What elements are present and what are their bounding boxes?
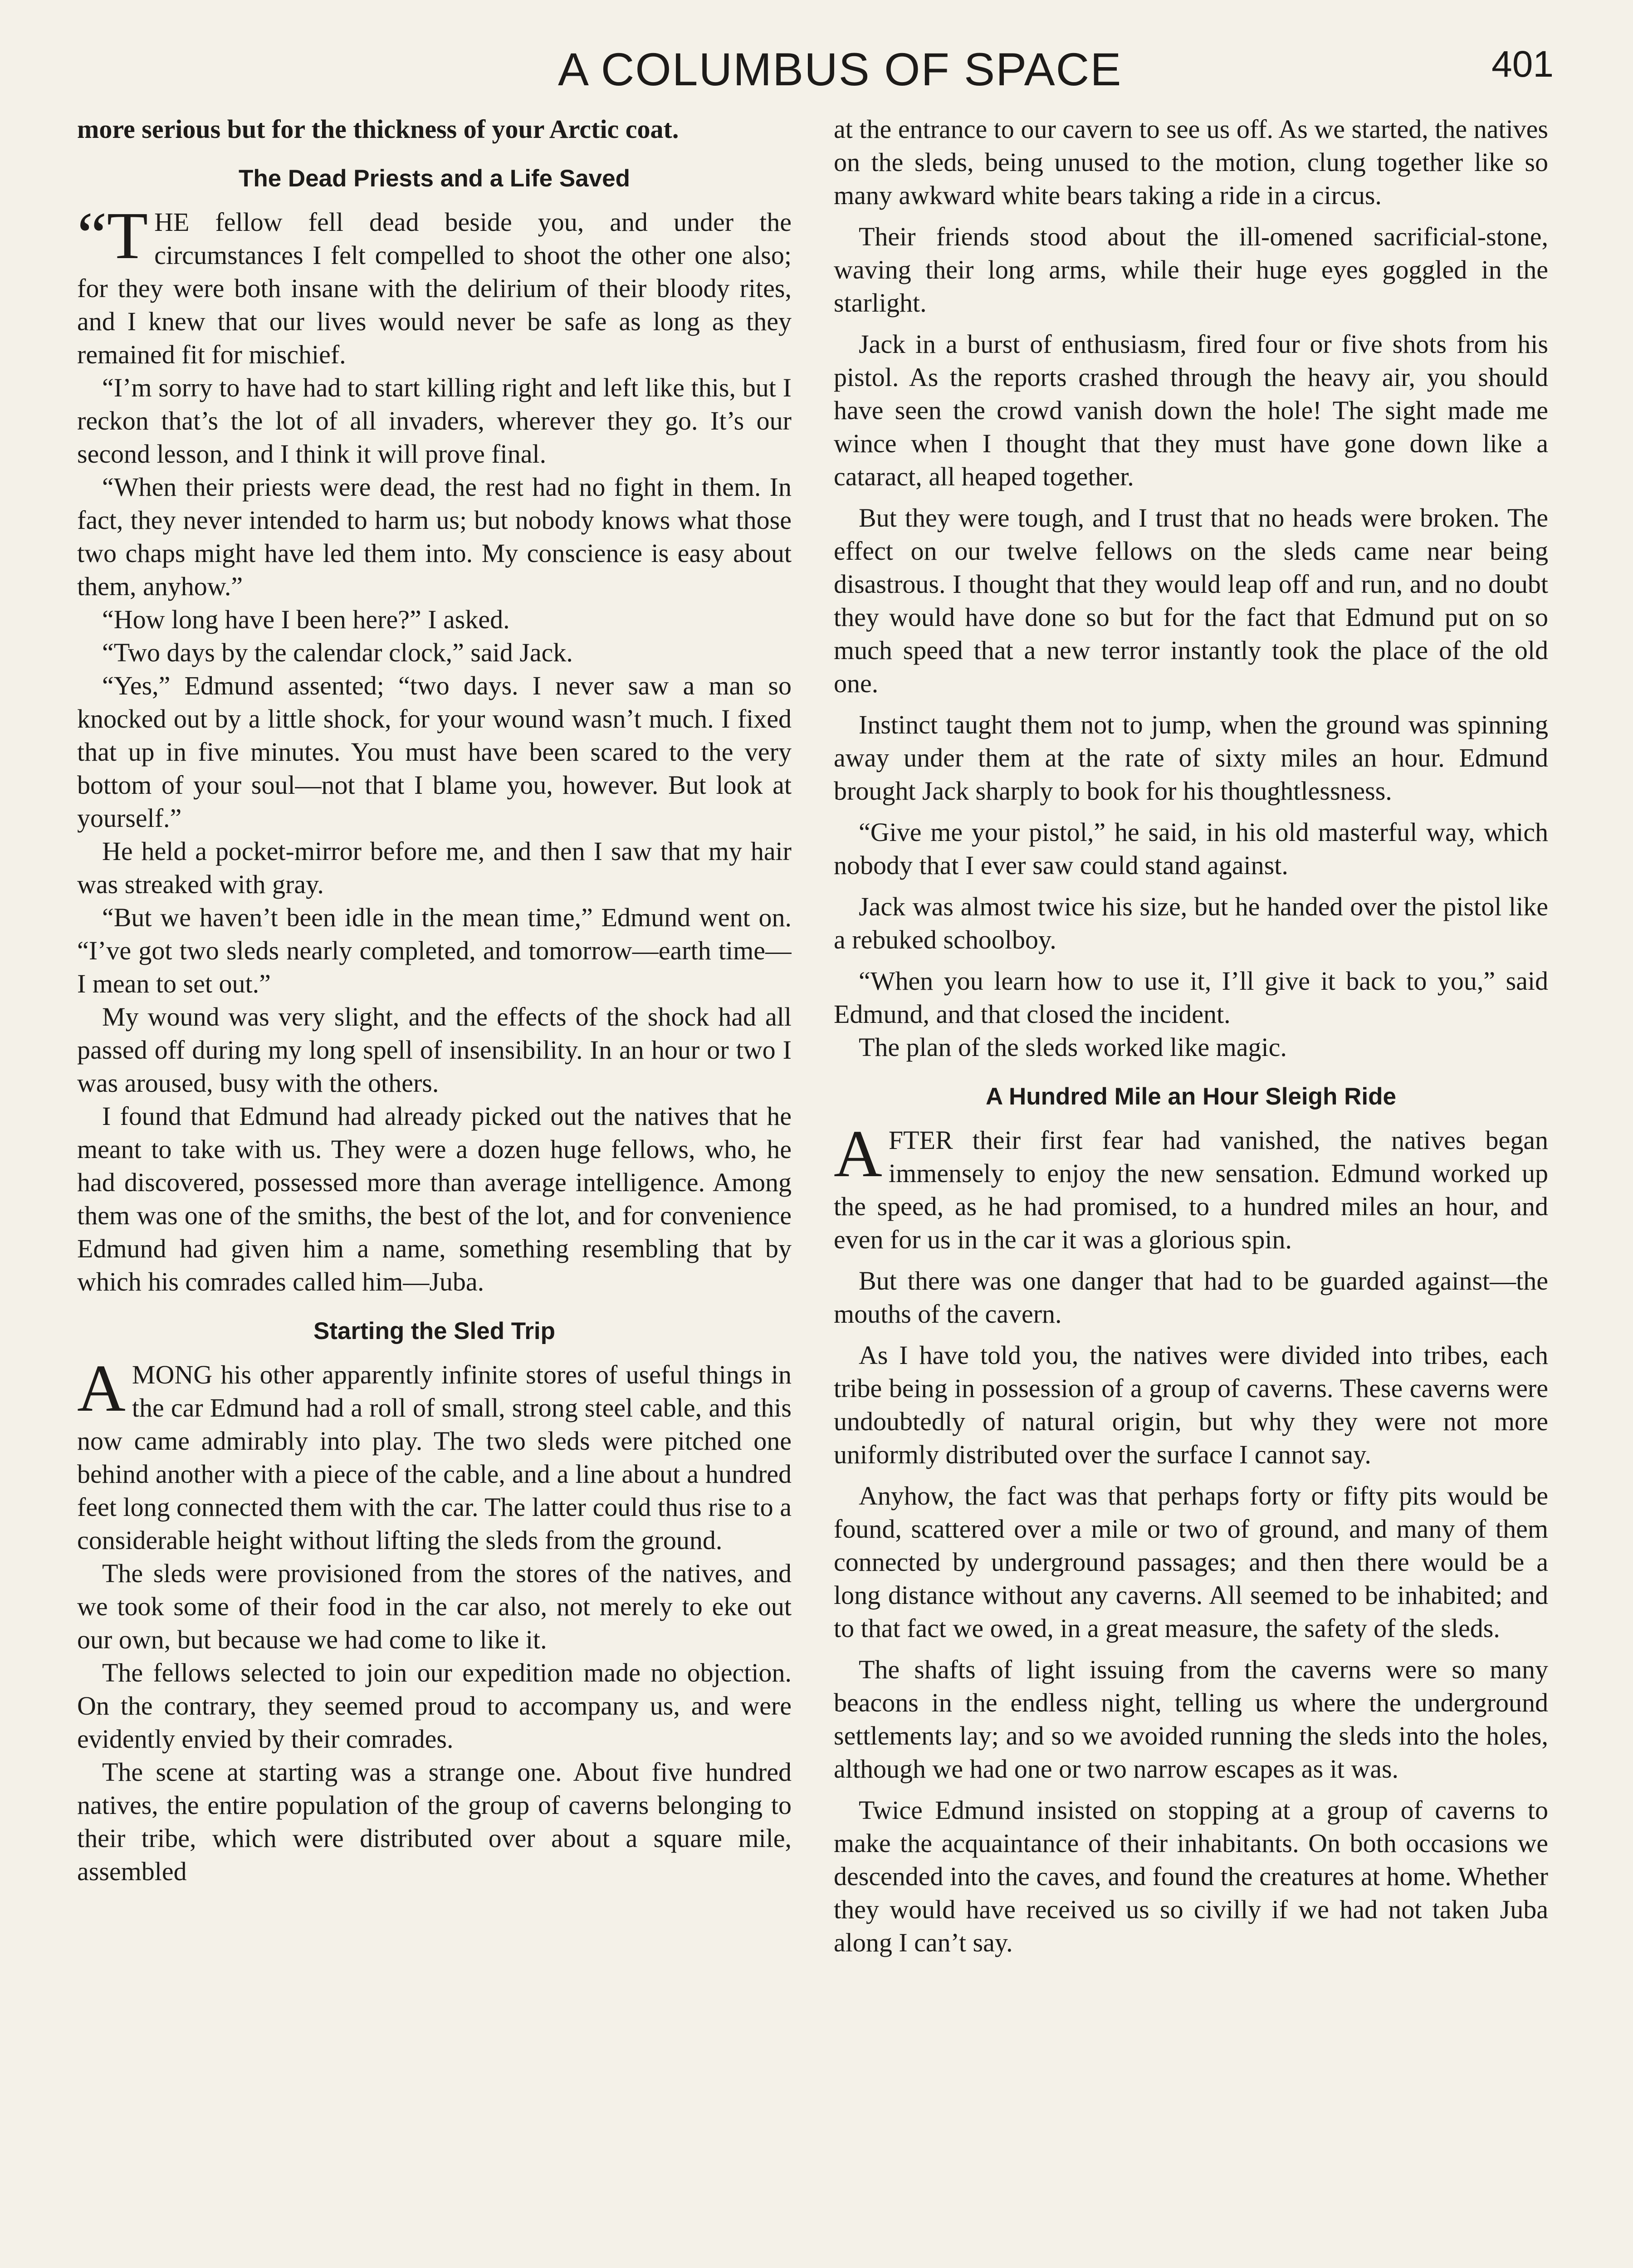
paragraph: The plan of the sleds worked like magic. (859, 1032, 1287, 1062)
right-column (834, 112, 1548, 2268)
paragraph: Twice Edmund insisted on stopping at a group of caverns to make the acquaintance of their inhabitants. On both occasions we descended into the caves, and found the creatures at home. Whether they would have received us so civilly if we had not taken Juba along I can’t say. (834, 1795, 1548, 1957)
section-heading: A Hundred Mile an Hour Sleigh Ride (986, 1083, 1396, 1110)
paragraph: “Yes,” Edmund assented; “two days. I never saw a man so knocked out by a little shock, for your wound wasn’t much. I fixed that up in five minutes. You must have been scared to the very bottom of your soul—not that I blame you, however. But look at yourself.” (77, 671, 792, 833)
drop-cap: “T (77, 199, 148, 273)
paragraph: “Give me your pistol,” he said, in his old masterful way, which nobody that I ever saw could stand against. (834, 817, 1548, 880)
paragraph: The shafts of light issuing from the caverns were so many beacons in the endless night, telling us where the underground settlements lay; and so we avoided running the sleds into the holes, although we had one or two narrow escapes as it was. (834, 1655, 1548, 1784)
paragraph (77, 199, 792, 371)
paragraph (834, 1117, 1548, 1256)
paragraph: Jack was almost twice his size, but he handed over the pistol like a rebuked schoolboy. (834, 892, 1548, 954)
page-header (0, 43, 1633, 102)
drop-cap: A (834, 1117, 882, 1191)
paragraph: “I’m sorry to have had to start killing right and left like this, but I reckon that’s the lot of all invaders, wherever they go. It’s our second lesson, and I think it will prove final. (77, 373, 792, 469)
paragraph: “But we haven’t been idle in the mean time,” Edmund went on. “I’ve got two sleds nearly completed, and tomorrow—earth time—I mean to set out.” (77, 903, 792, 998)
paragraph: But there was one danger that had to be guarded against—the mouths of the cavern. (834, 1266, 1548, 1329)
paragraph: As I have told you, the natives were divided into tribes, each tribe being in possession of a group of caverns. These caverns were undoubtedly of natural origin, but why they were not more uniformly distributed over the surface I cannot say. (834, 1340, 1548, 1469)
paragraph: Their friends stood about the ill-omened sacrificial-stone, waving their long arms, while their huge eyes goggled in the starlight. (834, 222, 1548, 318)
left-column (77, 112, 792, 2268)
paragraph: My wound was very slight, and the effects of the shock had all passed off during my long spell of insensibility. In an hour or two I was aroused, busy with the others. (77, 1002, 792, 1098)
paragraph: “When their priests were dead, the rest had no fight in them. In fact, they never intended to harm us; but nobody knows what those two chaps might have led them into. My conscience is easy about them, anyhow.” (77, 472, 792, 601)
paragraph: more serious but for the thickness of your Arctic coat. (77, 114, 679, 144)
lead-in-caps: MONG (132, 1360, 213, 1389)
page-number: 401 (1491, 44, 1554, 85)
paragraph: But they were tough, and I trust that no heads were broken. The effect on our twelve fellows on the sleds came near being disastrous. I thought that they would leap off and run, and no doubt they would have done so but for the fact that Edmund put on so much speed that a new terror instantly took the place of the old one. (834, 503, 1548, 698)
paragraph-text: his other apparently infinite stores of useful things in the car Edmund had a roll of small, strong steel cable, and this now came admirably into play. The two sleds were pitched one behind another with a piece of the cable, and a line about a hundred feet long connected them with the car. The latter could thus rise to a considerable height without lifting the sleds from the ground. (77, 1360, 792, 1555)
paragraph: “When you learn how to use it, I’ll give it back to you,” said Edmund, and that closed the incident. (834, 966, 1548, 1029)
paragraph: I found that Edmund had already picked out the natives that he meant to take with us. They were a dozen huge fellows, who, he had discovered, possessed more than average intelligence. Among them was one of the smiths, the best of the lot, and for convenience Edmund had given him a name, something resembling that by which his comrades called him—Juba. (77, 1101, 792, 1296)
lead-in-caps: FTER (888, 1125, 953, 1155)
paragraph (77, 1351, 792, 1557)
paragraph: “Two days by the calendar clock,” said Jack. (102, 638, 573, 667)
paragraph: The fellows selected to join our expedition made no objection. On the contrary, they seemed proud to accompany us, and were evidently envied by their comrades. (77, 1658, 792, 1754)
paragraph: at the entrance to our cavern to see us off. As we started, the natives on the sleds, being unused to the motion, clung together like so many awkward white bears taking a ride in a circus. (834, 114, 1548, 210)
section-heading: Starting the Sled Trip (313, 1318, 555, 1344)
paragraph: Jack in a burst of enthusiasm, fired four or five shots from his pistol. As the reports crashed through the heavy air, you should have seen the crowd vanish down the hole! The sight made me wince when I thought that they must have gone down like a cataract, all heaped together. (834, 329, 1548, 491)
section-heading: The Dead Priests and a Life Saved (238, 165, 631, 192)
drop-cap: A (77, 1351, 126, 1426)
running-title: A COLUMBUS OF SPACE (558, 44, 1122, 95)
paragraph: The sleds were provisioned from the stores of the natives, and we took some of their food in the car also, not merely to eke out our own, but because we had come to like it. (77, 1559, 792, 1654)
paragraph: Instinct taught them not to jump, when the ground was spinning away under them at the rate of sixty miles an hour. Edmund brought Jack sharply to book for his thoughtlessness. (834, 710, 1548, 806)
paragraph: Anyhow, the fact was that perhaps forty or fifty pits would be found, scattered over a mile or two of ground, and many of them connected by underground passages; and then there would be a long distance without any caverns. All seemed to be inhabited; and to that fact we owed, in a great measure, the safety of the sleds. (834, 1481, 1548, 1643)
paragraph: He held a pocket-mirror before me, and then I saw that my hair was streaked with gray. (77, 836, 792, 899)
paragraph-text: HE fellow fell dead beside you, and under the circumstances I felt compelled to shoot the other one also; for they were both insane with the delirium of their bloody rites, and I knew that our lives would never be safe as long as they remained fit for mischief. (77, 207, 792, 369)
paragraph-text: their first fear had vanished, the natives began immensely to enjoy the new sensation. Edmund worked up the speed, as he had promised, to a hundred miles an hour, and even for us in the car it was a glorious spin. (834, 1125, 1548, 1254)
paragraph: “How long have I been here?” I asked. (102, 605, 510, 634)
paragraph: The scene at starting was a strange one. About five hundred natives, the entire population of the group of caverns belonging to their tribe, which were distributed over about a square mile, assembled (77, 1757, 792, 1886)
